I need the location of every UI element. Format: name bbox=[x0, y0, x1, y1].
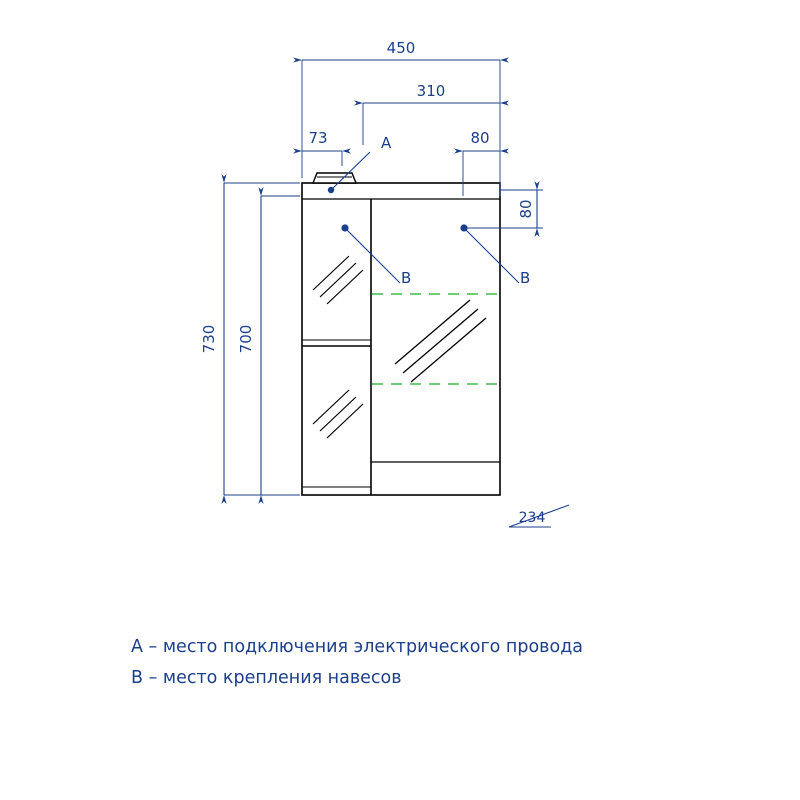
marker-a-label: A bbox=[381, 134, 392, 152]
dimension-700-label: 700 bbox=[237, 324, 255, 354]
dimension-total-height bbox=[224, 183, 300, 495]
lamp-fixture bbox=[313, 173, 356, 183]
dimension-730-label: 730 bbox=[200, 324, 218, 354]
dimension-73-label: 73 bbox=[308, 129, 328, 147]
legend-item-a: A – место подключения электрического провода bbox=[131, 637, 584, 657]
legend bbox=[131, 632, 731, 694]
marker-b-left-label: B bbox=[401, 269, 412, 287]
dimension-234-label: 234 bbox=[518, 510, 546, 526]
marker-b-right-point bbox=[460, 224, 467, 231]
marker-b-right-label: B bbox=[520, 269, 531, 287]
dimension-80-right-label: 80 bbox=[517, 199, 535, 219]
dimension-80-top-label: 80 bbox=[470, 129, 490, 147]
dimension-310-label: 310 bbox=[416, 82, 446, 100]
marker-a-point bbox=[328, 187, 334, 193]
marker-b-left-point bbox=[341, 224, 348, 231]
legend-item-b: B – место крепления навесов bbox=[131, 668, 402, 688]
dimension-body-height bbox=[261, 196, 300, 495]
dimension-left-offset bbox=[302, 151, 342, 166]
dimension-450-label: 450 bbox=[386, 39, 416, 57]
cabinet-body-outline bbox=[302, 183, 500, 495]
